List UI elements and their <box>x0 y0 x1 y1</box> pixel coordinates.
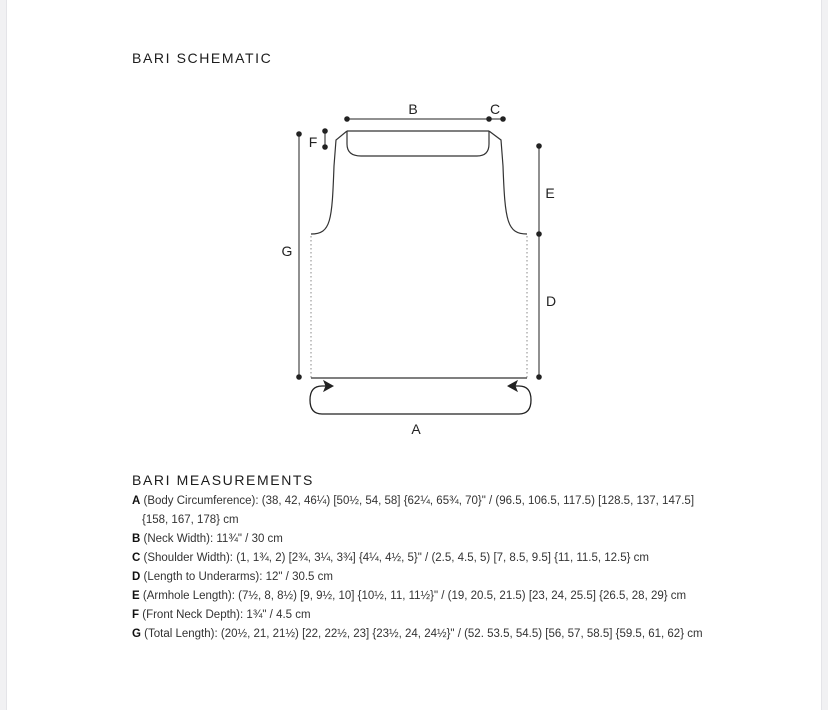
measurement-letter: F <box>132 609 140 621</box>
measurement-value: (38, 42, 46¼) [50½, 54, 58] {62¼, 65¾, 70}" / (96.5, 106.5, 117.5) [128.5, 137, 147.5] <box>261 495 695 507</box>
side-seams <box>311 236 527 378</box>
measurement-value: 1¾" / 4.5 cm <box>246 609 311 621</box>
document-page <box>6 0 822 710</box>
label-f: F <box>308 134 318 150</box>
measurement-letter: B <box>132 533 141 545</box>
measurement-row <box>132 492 792 511</box>
measurements-list <box>132 492 792 644</box>
measurement-name: (Neck Width): <box>143 533 214 545</box>
measurement-value: (7½, 8, 8½) [9, 9½, 10] {10½, 11, 11½}" / (19, 20.5, 21.5) [23, 24, 25.5] {26.5, 28, 29} cm <box>238 590 687 602</box>
measurement-row <box>132 625 792 644</box>
label-b: B <box>408 101 418 117</box>
measurement-letter: E <box>132 590 140 602</box>
measurement-row <box>132 549 792 568</box>
measurement-value: 12" / 30.5 cm <box>265 571 333 583</box>
measure-e-d <box>537 144 542 380</box>
measure-a <box>310 381 531 414</box>
measurements-title: BARI MEASUREMENTS <box>132 472 314 488</box>
measurement-name: (Armhole Length): <box>142 590 235 602</box>
measurement-value: (1, 1¾, 2) [2¾, 3¼, 3¾] {4¼, 4½, 5}" / (2.5, 4.5, 5) [7, 8.5, 9.5] {11, 11.5, 12.5} cm <box>236 552 650 564</box>
measurement-name: (Front Neck Depth): <box>142 609 244 621</box>
measurement-row <box>132 568 792 587</box>
measurement-row <box>132 587 792 606</box>
measurement-row <box>132 606 792 625</box>
label-d: D <box>545 293 557 309</box>
measurement-value: (20½, 21, 21½) [22, 22½, 23] {23½, 24, 24½}" / (52. 53.5, 54.5) [56, 57, 58.5] {59.5, 61, 62} cm <box>220 628 703 640</box>
schematic-diagram <box>277 96 577 446</box>
measurement-name: (Total Length): <box>144 628 218 640</box>
schematic-title: BARI SCHEMATIC <box>132 50 273 66</box>
measure-b-c <box>345 117 506 122</box>
measurement-letter: D <box>132 571 141 583</box>
measurement-letter: A <box>132 495 141 507</box>
measurement-value: 11¾" / 30 cm <box>216 533 283 545</box>
label-c: C <box>489 101 501 117</box>
measurement-name: (Body Circumference): <box>143 495 259 507</box>
measurement-row <box>132 530 792 549</box>
measurement-value-continued: {158, 167, 178} cm <box>142 514 239 526</box>
label-e: E <box>545 185 555 201</box>
garment-outline <box>308 131 527 378</box>
measure-g <box>297 132 302 380</box>
measurement-name: (Length to Underarms): <box>143 571 263 583</box>
label-g: G <box>281 243 293 259</box>
measure-f <box>323 129 328 150</box>
measurement-name: (Shoulder Width): <box>143 552 233 564</box>
label-a: A <box>411 421 421 437</box>
measurement-letter: C <box>132 552 141 564</box>
measurement-letter: G <box>132 628 141 640</box>
